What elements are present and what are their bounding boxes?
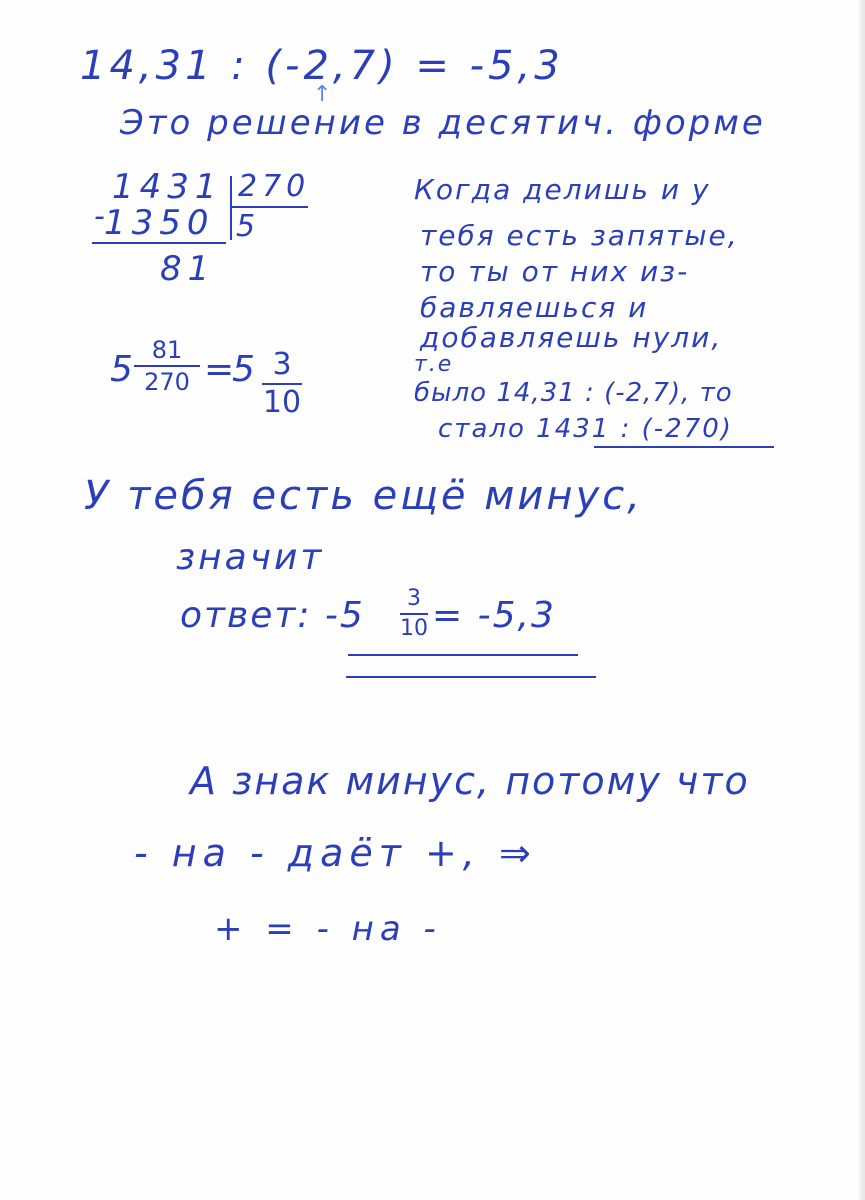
division-result-line: [92, 242, 226, 244]
paper-edge: [859, 0, 865, 1200]
explanation-line: тебя есть запятые,: [420, 219, 739, 252]
fraction-numerator: 3: [407, 586, 421, 611]
fraction-bar: [134, 365, 200, 367]
fraction-denominator: 270: [144, 368, 190, 396]
explanation-line: стало 1431 : (-270): [438, 414, 733, 444]
solution-note: Это решение в десятич. форме: [120, 103, 766, 143]
division-divisor-underline: [232, 206, 308, 208]
division-quotient: 5: [236, 209, 258, 244]
mixed-whole: 5: [110, 349, 135, 390]
explanation-line: т.е: [414, 352, 454, 377]
arrow-up-icon: ↑: [313, 82, 332, 107]
fraction-numerator: 3: [272, 347, 292, 382]
conclusion-line-2: значит: [176, 537, 325, 578]
sign-rule-line-2: - на - даёт +, ⇒: [134, 831, 537, 875]
sign-rule-line-3: + = - на -: [214, 909, 442, 949]
division-divisor: 270: [238, 169, 311, 204]
explanation-line: Когда делишь и у: [414, 173, 711, 206]
explanation-line: бавляешься и: [420, 291, 649, 324]
fraction-bar: [400, 613, 428, 615]
answer-prefix: ответ: -5: [180, 595, 365, 636]
conclusion-line-1: У тебя есть ещё минус,: [84, 473, 643, 519]
explanation-line: добавляешь нули,: [420, 321, 723, 354]
problem-expression: 14,31 : (-2,7) = -5,3: [80, 43, 564, 89]
answer-underline-1: [348, 654, 578, 656]
division-dividend: 1431: [112, 167, 223, 207]
mixed-fraction-81-270: [134, 338, 200, 394]
mixed-whole-2: 5: [232, 349, 257, 390]
fraction-numerator: 81: [151, 336, 183, 364]
mixed-fraction-3-10: [262, 347, 302, 420]
division-vertical-bar: [230, 176, 232, 240]
explanation-line: то ты от них из-: [420, 255, 690, 288]
division-remainder: 81: [160, 249, 216, 289]
division-subtrahend: 1350: [104, 203, 215, 243]
explanation-line: было 14,31 : (-2,7), то: [414, 378, 733, 408]
fraction-denominator: 10: [400, 616, 428, 641]
answer-suffix: = -5,3: [432, 595, 556, 636]
answer-underline-2: [346, 676, 596, 678]
sign-rule-line-1: А знак минус, потому что: [190, 759, 750, 803]
answer-fraction: [400, 588, 428, 640]
mixed-equals: =: [204, 349, 237, 390]
explanation-underline: [594, 446, 774, 448]
division-minus-sign: -: [94, 199, 105, 234]
fraction-denominator: 10: [262, 385, 302, 420]
